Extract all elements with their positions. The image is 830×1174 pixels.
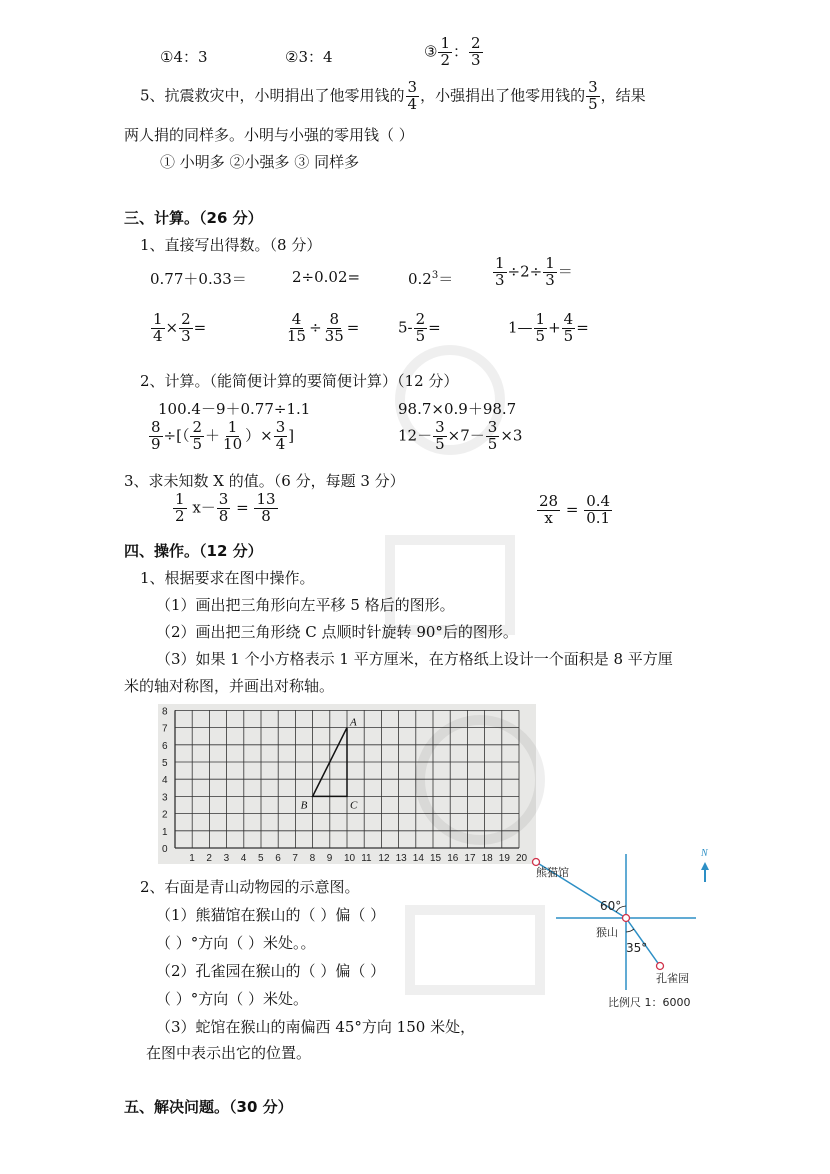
- fraction: [562, 312, 576, 345]
- denominator: 9: [151, 434, 161, 453]
- y-tick-label: 2: [162, 809, 168, 821]
- angle-label-35: 35°: [626, 941, 648, 955]
- base: 0.2: [408, 270, 432, 288]
- fraction: [274, 420, 288, 453]
- s3-r2-d: [508, 312, 589, 345]
- vertex-label-b: B: [300, 799, 308, 812]
- exponent: 3: [431, 270, 439, 281]
- north-arrow-icon: [701, 862, 709, 870]
- zoo-map: [530, 840, 730, 1018]
- s3-r2-b: [284, 312, 359, 345]
- denominator: 4: [407, 94, 418, 113]
- s4-q2-1a: （1）熊猫馆在猴山的（ ）偏（ ）: [156, 906, 386, 924]
- fraction: [149, 420, 163, 453]
- monkey-hill-marker: [623, 915, 630, 922]
- s3-r2-a: [150, 312, 206, 345]
- s4-q2-2a: （2）孔雀园在猴山的（ ）偏（ ）: [156, 962, 386, 980]
- equals: =: [346, 318, 360, 337]
- y-tick-label: 0: [162, 844, 168, 855]
- x-tick-label: 2: [206, 853, 212, 864]
- fraction: [179, 312, 193, 345]
- fraction: [217, 492, 231, 525]
- s4-q2-title: 2、右面是青山动物园的示意图。: [140, 878, 360, 896]
- text: ×7－: [447, 426, 485, 445]
- s3-q1-title: 1、直接写出得数。（8 分）: [140, 236, 322, 254]
- numerator: 1: [153, 310, 163, 328]
- fraction: [190, 420, 204, 453]
- q4-option-2: ②3：4: [285, 48, 333, 66]
- numerator: 13: [256, 490, 276, 508]
- denominator: 8: [218, 506, 229, 525]
- equals: =: [193, 318, 207, 337]
- x-tick-label: 8: [309, 853, 316, 864]
- fraction: [493, 256, 507, 289]
- s3-r1-b: 2÷0.02=: [292, 268, 361, 286]
- numerator: 2: [192, 418, 203, 436]
- s3-r1-a: 0.77＋0.33＝: [150, 270, 247, 288]
- q5-line2: 两人捐的同样多。小明与小强的零用钱（ ）: [124, 126, 414, 144]
- colon: ：: [453, 42, 469, 61]
- numerator: 4: [291, 310, 302, 328]
- denominator: 5: [192, 434, 203, 453]
- numerator: 1: [545, 254, 555, 272]
- denominator: 5: [435, 434, 445, 453]
- panda-hall-marker: [533, 859, 540, 866]
- numerator: 2: [181, 310, 191, 328]
- s4-q1-3a: （3）如果 1 个小方格表示 1 平方厘米，在方格纸上设计一个面积是 8 平方厘: [156, 650, 673, 668]
- text: x－: [192, 498, 216, 517]
- peacock-garden-marker: [657, 963, 664, 970]
- denominator: 3: [495, 270, 505, 289]
- denominator: 4: [153, 326, 163, 345]
- monkey-hill-label: 猴山: [596, 926, 618, 939]
- operator: +: [548, 318, 561, 337]
- numerator: 1: [535, 310, 546, 328]
- fraction: [151, 312, 165, 345]
- text: ，小强捐出了他零用钱的: [420, 86, 586, 105]
- grid-paper: [158, 704, 536, 864]
- x-tick-label: 13: [395, 853, 407, 864]
- s3-q3-a: [172, 492, 279, 525]
- numerator: 28: [539, 492, 559, 510]
- y-tick-label: 5: [162, 758, 168, 769]
- numerator: 3: [407, 78, 418, 96]
- s4-q1-3b: 米的轴对称图，并画出对称轴。: [124, 677, 335, 695]
- q5-line1: [140, 80, 646, 113]
- fraction: [469, 36, 483, 69]
- text: ＋: [205, 426, 221, 445]
- peacock-garden-label: 孔雀园: [656, 972, 689, 985]
- equals: =: [565, 500, 579, 519]
- x-tick-label: 17: [464, 853, 476, 864]
- y-tick-label: 7: [162, 723, 168, 735]
- s3-q2-d: [398, 420, 522, 453]
- s4-q2-3b: 在图中表示出它的位置。: [146, 1044, 312, 1062]
- text: ）×: [245, 426, 273, 445]
- numerator: 3: [487, 418, 498, 436]
- fraction: [486, 420, 500, 453]
- text: ，结果: [600, 86, 646, 105]
- denominator: 3: [471, 50, 481, 69]
- x-tick-label: 19: [498, 853, 510, 864]
- fraction: [537, 494, 560, 527]
- s3-q3-b: [536, 494, 613, 527]
- numerator: 1: [227, 418, 238, 436]
- y-tick-label: 6: [162, 740, 168, 752]
- operator: ÷: [309, 318, 322, 337]
- fraction: [584, 494, 612, 527]
- denominator: 3: [181, 326, 191, 345]
- denominator: 2: [440, 50, 450, 69]
- s3-q3-title: 3、求未知数 X 的值。（6 分，每题 3 分）: [124, 472, 405, 490]
- numerator: 2: [415, 310, 426, 328]
- x-tick-label: 4: [240, 853, 247, 864]
- text: 5-: [398, 318, 413, 337]
- x-tick-label: 6: [275, 853, 281, 864]
- q5-options: ① 小明多 ②小强多 ③ 同样多: [160, 153, 360, 171]
- numerator: 2: [471, 34, 481, 52]
- denominator: 3: [545, 270, 555, 289]
- s4-q2-1b: （ ）°方向（ ）米处。。: [156, 934, 316, 952]
- denominator: 5: [563, 326, 574, 345]
- section-4-title: 四、操作。（12 分）: [124, 542, 263, 560]
- fraction: [221, 420, 244, 453]
- s3-q2-b: 98.7×0.9＋98.7: [398, 400, 517, 418]
- s3-r1-d: [492, 256, 573, 289]
- section-3-title: 三、计算。（26 分）: [124, 209, 263, 227]
- denominator: 0.1: [586, 508, 611, 527]
- numerator: 1: [175, 490, 185, 508]
- numerator: 8: [151, 418, 161, 436]
- angle-arc-35: [626, 929, 634, 932]
- x-tick-label: 1: [189, 853, 195, 864]
- q4-option-3-prefix: ③: [424, 42, 438, 61]
- q4-option-1: ①4：3: [160, 48, 208, 66]
- s3-r1-c: [408, 268, 453, 289]
- vertex-label-a: A: [350, 716, 357, 729]
- numerator: 3: [435, 418, 445, 436]
- denominator: x: [544, 508, 553, 527]
- y-tick-label: 1: [162, 826, 168, 838]
- fraction: [586, 80, 600, 113]
- equals: ＝: [438, 270, 454, 288]
- x-tick-label: 14: [412, 853, 424, 864]
- x-tick-label: 18: [481, 853, 493, 864]
- fraction: [254, 492, 277, 525]
- x-tick-label: 15: [430, 853, 442, 864]
- north-label: N: [701, 848, 708, 859]
- s3-q2-c: [148, 420, 294, 453]
- denominator: 5: [535, 326, 546, 345]
- numerator: 3: [588, 78, 598, 96]
- x-tick-label: 9: [326, 853, 333, 864]
- panda-hall-label: 熊猫馆: [536, 866, 569, 879]
- text: 5、抗震救灾中，小明捐出了他零用钱的: [140, 86, 405, 105]
- denominator: 5: [415, 326, 426, 345]
- denominator: 35: [324, 326, 344, 345]
- text: 1—: [508, 318, 533, 337]
- fraction: [438, 36, 452, 69]
- fraction: [285, 312, 308, 345]
- denominator: 15: [287, 326, 307, 345]
- scale-label: 比例尺 1：6000: [608, 996, 691, 1009]
- equals: =: [236, 498, 249, 517]
- numerator: 3: [275, 418, 286, 436]
- section-5-title: 五、解决问题。（30 分）: [124, 1098, 293, 1116]
- denominator: 10: [223, 434, 243, 453]
- s4-q2-2b: （ ）°方向（ ）米处。: [156, 990, 309, 1008]
- equals: =: [576, 318, 589, 337]
- x-tick-label: 11: [361, 853, 372, 864]
- x-tick-label: 3: [223, 853, 230, 864]
- s3-q2-title: 2、计算。（能简便计算的要简便计算）（12 分）: [140, 372, 459, 390]
- x-tick-label: 16: [447, 853, 459, 864]
- y-tick-label: 3: [162, 792, 168, 804]
- numerator: 0.4: [586, 492, 611, 510]
- text: 12－: [398, 426, 433, 445]
- text: ×3: [500, 426, 523, 445]
- x-tick-label: 7: [292, 853, 298, 864]
- denominator: 8: [261, 506, 271, 525]
- operator: ÷2÷: [507, 262, 543, 281]
- text: ]: [288, 426, 295, 445]
- s4-q1-title: 1、根据要求在图中操作。: [140, 569, 315, 587]
- s3-q2-a: 100.4－9＋0.77÷1.1: [158, 400, 311, 418]
- angle-label-60: 60°: [600, 899, 622, 913]
- y-tick-label: 8: [162, 706, 168, 718]
- numerator: 1: [495, 254, 505, 272]
- numerator: 1: [440, 34, 450, 52]
- fraction: [406, 80, 420, 113]
- zoo-map-svg: [530, 840, 730, 1018]
- equals: =: [428, 318, 441, 337]
- s4-q1-1: （1）画出把三角形向左平移 5 格后的图形。: [156, 596, 455, 614]
- s4-q1-2: （2）画出把三角形绕 C 点顺时针旋转 90°后的图形。: [156, 623, 518, 641]
- denominator: 2: [175, 506, 185, 525]
- fraction: [414, 312, 428, 345]
- fraction: [534, 312, 548, 345]
- denominator: 4: [275, 434, 286, 453]
- x-tick-label: 12: [378, 853, 390, 864]
- x-tick-label: 20: [516, 853, 528, 864]
- y-tick-label: 4: [162, 775, 168, 787]
- fraction: [433, 420, 447, 453]
- q4-option-3: [424, 36, 484, 69]
- denominator: 5: [487, 434, 498, 453]
- operator: ×: [165, 318, 179, 337]
- denominator: 5: [588, 94, 598, 113]
- fraction: [543, 256, 557, 289]
- text: ÷[（: [163, 426, 190, 445]
- s3-r2-c: [398, 312, 441, 345]
- fraction: [173, 492, 187, 525]
- fraction: [323, 312, 346, 345]
- grid-figure: [158, 704, 536, 864]
- x-tick-label: 5: [258, 853, 264, 864]
- numerator: 3: [218, 490, 229, 508]
- equals: ＝: [557, 262, 573, 281]
- s4-q2-3a: （3）蛇馆在猴山的南偏西 45°方向 150 米处，: [156, 1018, 476, 1036]
- x-tick-label: 10: [344, 853, 356, 864]
- numerator: 8: [329, 310, 339, 328]
- numerator: 4: [563, 310, 574, 328]
- vertex-label-c: C: [350, 799, 358, 812]
